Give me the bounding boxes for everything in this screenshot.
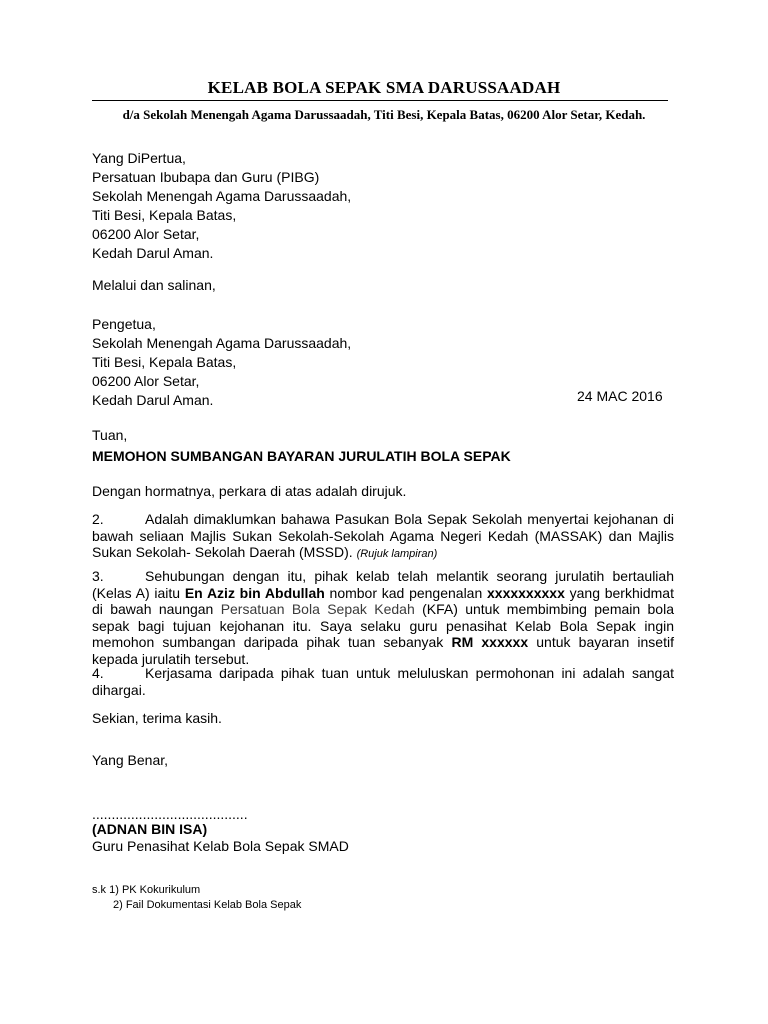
paragraph-text: (KFA) untuk membimbing pemain bola sepak bagi tujuan kejohanan itu. Saya selaku guru penasihat Kelab Bola Sepak ingin memohon sumbangan daripada pihak tuan sebanyak	[92, 601, 674, 650]
letterhead-divider	[92, 100, 668, 101]
ic-number: xxxxxxxxxx	[487, 584, 565, 601]
attachment-note: (Rujuk lampiran)	[356, 548, 438, 560]
signature-line: ........................................	[92, 806, 248, 822]
recipient-line: Persatuan Ibubapa dan Guru (PIBG)	[92, 169, 320, 185]
recipient-line: Titi Besi, Kepala Batas,	[92, 207, 237, 223]
cc-recipient-line: Titi Besi, Kepala Batas,	[92, 354, 237, 370]
recipient-line: 06200 Alor Setar,	[92, 226, 200, 242]
association-name: Persatuan Bola Sepak Kedah	[220, 601, 415, 617]
paragraph-text: Adalah dimaklumkan bahawa Pasukan Bola Sepak Sekolah menyertai kejohanan di bawah seliaan Majlis Sukan Sekolah-Sekolah Agama Negeri Kedah (MASSAK) dan Majlis Sukan Sekolah- Sekolah Daerah (MSSD).	[92, 511, 674, 560]
paragraph-text: yang berkhidmat di bawah naungan	[92, 584, 674, 617]
via-text: Melalui dan salinan,	[92, 277, 216, 293]
paragraph-text: nombor kad pengenalan	[324, 584, 487, 601]
paragraph-3	[92, 568, 674, 667]
sk-line-2: 2) Fail Dokumentasi Kelab Bola Sepak	[113, 899, 302, 911]
paragraph-number: 3.	[92, 568, 104, 584]
subject-line: MEMOHON SUMBANGAN BAYARAN JURULATIH BOLA SEPAK	[92, 448, 511, 464]
letterhead-title: KELAB BOLA SEPAK SMA DARUSSAADAH	[207, 78, 561, 97]
closing-line: Sekian, terima kasih.	[92, 710, 222, 726]
paragraph-number: 2.	[92, 511, 104, 527]
recipient-address	[92, 150, 674, 264]
cc-recipient-line: 06200 Alor Setar,	[92, 373, 200, 389]
recipient-line: Sekolah Menengah Agama Darussaadah,	[92, 188, 352, 204]
coach-name: En Aziz bin Abdullah	[184, 584, 325, 601]
paragraph-text: untuk bayaran insetif kepada jurulatih tersebut.	[92, 634, 674, 667]
paragraph-text: Sehubungan dengan itu, pihak kelab telah melantik seorang jurulatih bertauliah (Kelas A) iaitu	[92, 568, 674, 601]
cc-recipient-line: Sekolah Menengah Agama Darussaadah,	[92, 335, 352, 351]
paragraph-text: Kerjasama daripada pihak tuan untuk meluluskan permohonan ini adalah sangat dihargai.	[92, 665, 674, 698]
cc-recipient-line: Pengetua,	[92, 316, 156, 332]
amount: RM xxxxxx	[451, 634, 529, 650]
letter-date: 24 MAC 2016	[577, 388, 663, 404]
salutation: Tuan,	[92, 427, 128, 443]
sk-line-1: s.k 1) PK Kokurikulum	[92, 884, 201, 896]
sign-off: Yang Benar,	[92, 752, 169, 768]
opening-line: Dengan hormatnya, perkara di atas adalah dirujuk.	[92, 483, 407, 499]
cc-recipient-line: Kedah Darul Aman.	[92, 392, 214, 408]
signatory-position: Guru Penasihat Kelab Bola Sepak SMAD	[92, 838, 349, 854]
paragraph-number: 4.	[92, 665, 104, 681]
recipient-line: Kedah Darul Aman.	[92, 245, 214, 261]
signatory-name: (ADNAN BIN ISA)	[92, 821, 208, 837]
paragraph-4	[92, 665, 674, 698]
recipient-line: Yang DiPertua,	[92, 150, 186, 166]
letterhead-address: d/a Sekolah Menengah Agama Darussaadah, Titi Besi, Kepala Batas, 06200 Alor Setar, Kedah.	[122, 107, 646, 122]
paragraph-2	[92, 511, 674, 563]
